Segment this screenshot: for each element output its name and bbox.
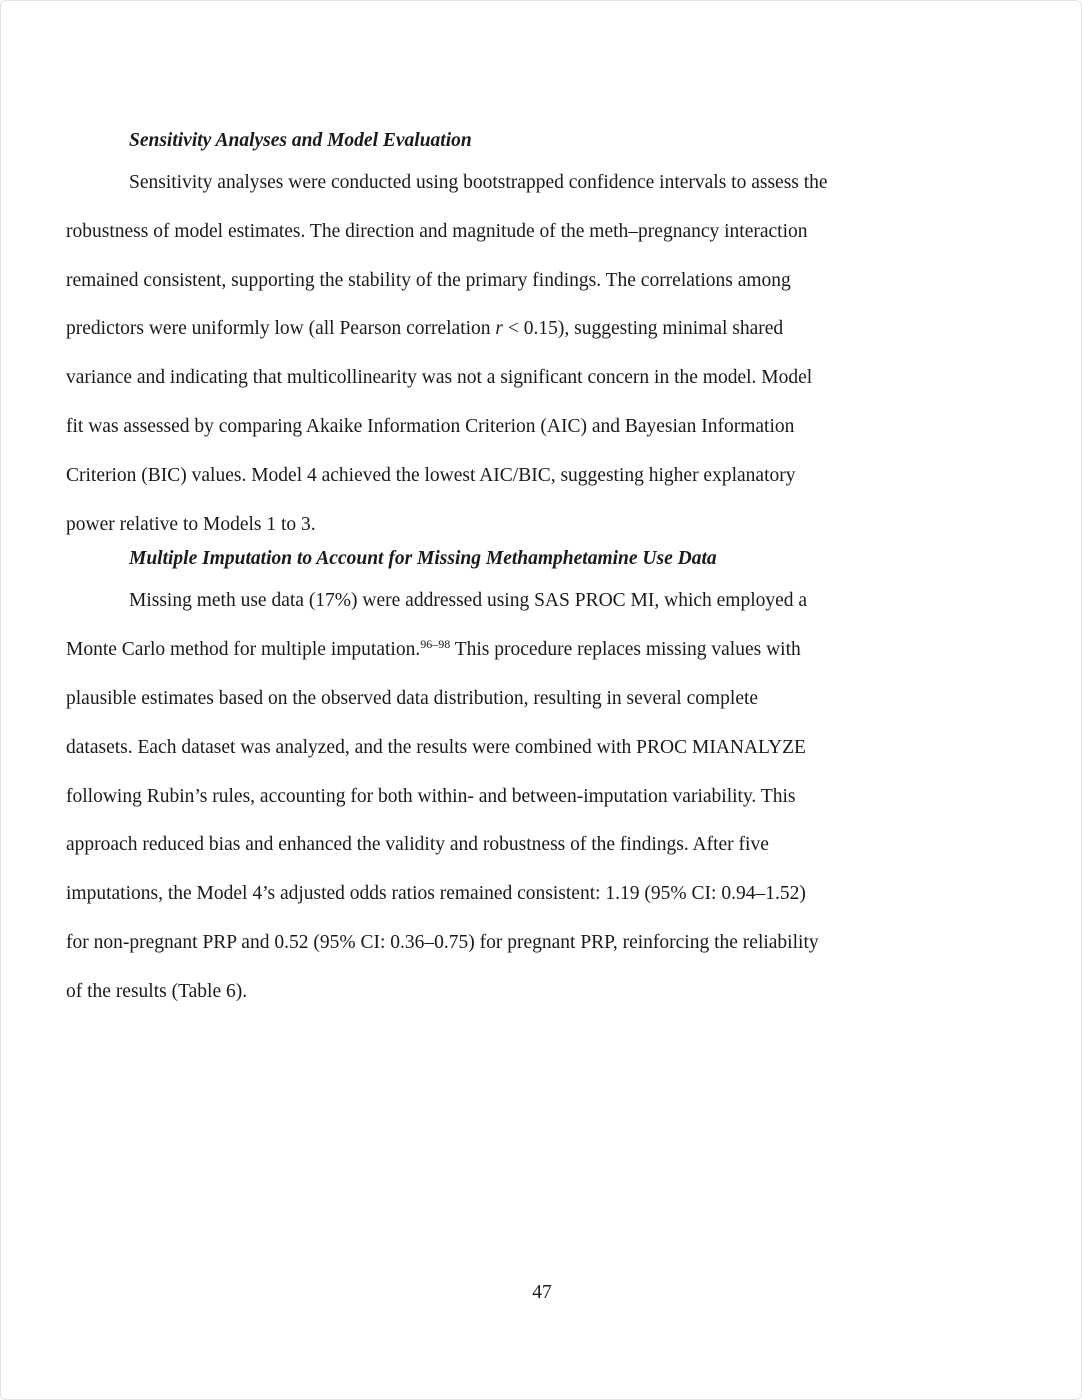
text-line: plausible estimates based on the observed data distribution, resulting in several complete	[66, 687, 759, 709]
text-line: variance and indicating that multicollinearity was not a significant concern in the model. Model	[66, 367, 813, 389]
text-line: robustness of model estimates. The direction and magnitude of the meth–pregnancy interaction	[66, 220, 808, 242]
text-line	[66, 305, 955, 354]
text-line: Sensitivity analyses were conducted using bootstrapped confidence intervals to assess the	[129, 172, 828, 193]
text-line: approach reduced bias and enhanced the validity and robustness of the findings. After five	[66, 834, 769, 856]
paragraph-sensitivity	[66, 159, 955, 549]
text-line: following Rubin’s rules, accounting for both within- and between-imputation variability. This	[66, 785, 796, 807]
section-heading-imputation: Multiple Imputation to Account for Missing Methamphetamine Use Data	[129, 548, 717, 570]
text-line: imputations, the Model 4’s adjusted odds ratios remained consistent: 1.19 (95% CI: 0.94–1.52)	[66, 883, 806, 905]
text-line: Missing meth use data (17%) were addressed using SAS PROC MI, which employed a	[129, 590, 808, 612]
text-line: datasets. Each dataset was analyzed, and the results were combined with PROC MIANALYZE	[66, 736, 806, 758]
text-segment: This procedure replaces missing values with	[450, 639, 801, 661]
text-line: for non-pregnant PRP and 0.52 (95% CI: 0.36–0.75) for pregnant PRP, reinforcing the reliability	[66, 931, 819, 953]
text-line: power relative to Models 1 to 3.	[66, 513, 316, 535]
text-line: fit was assessed by comparing Akaike Information Criterion (AIC) and Bayesian Information	[66, 415, 795, 437]
paragraph-imputation	[66, 577, 955, 1016]
text-segment: predictors were uniformly low (all Pearson correlation	[66, 318, 496, 340]
text-segment: < 0.15), suggesting minimal shared	[503, 318, 784, 340]
text-segment: Monte Carlo method for multiple imputation.	[66, 639, 421, 661]
italic-symbol: r	[495, 318, 503, 340]
citation-superscript: 96–98	[420, 637, 451, 652]
page-number: 47	[532, 1282, 552, 1303]
text-line	[66, 626, 955, 675]
section-heading-sensitivity: Sensitivity Analyses and Model Evaluation	[129, 130, 472, 151]
text-line: remained consistent, supporting the stability of the primary findings. The correlations among	[66, 269, 791, 291]
text-line: Criterion (BIC) values. Model 4 achieved the lowest AIC/BIC, suggesting higher explanatory	[66, 464, 796, 486]
page-content	[66, 127, 955, 1017]
text-line: of the results (Table 6).	[66, 980, 248, 1002]
